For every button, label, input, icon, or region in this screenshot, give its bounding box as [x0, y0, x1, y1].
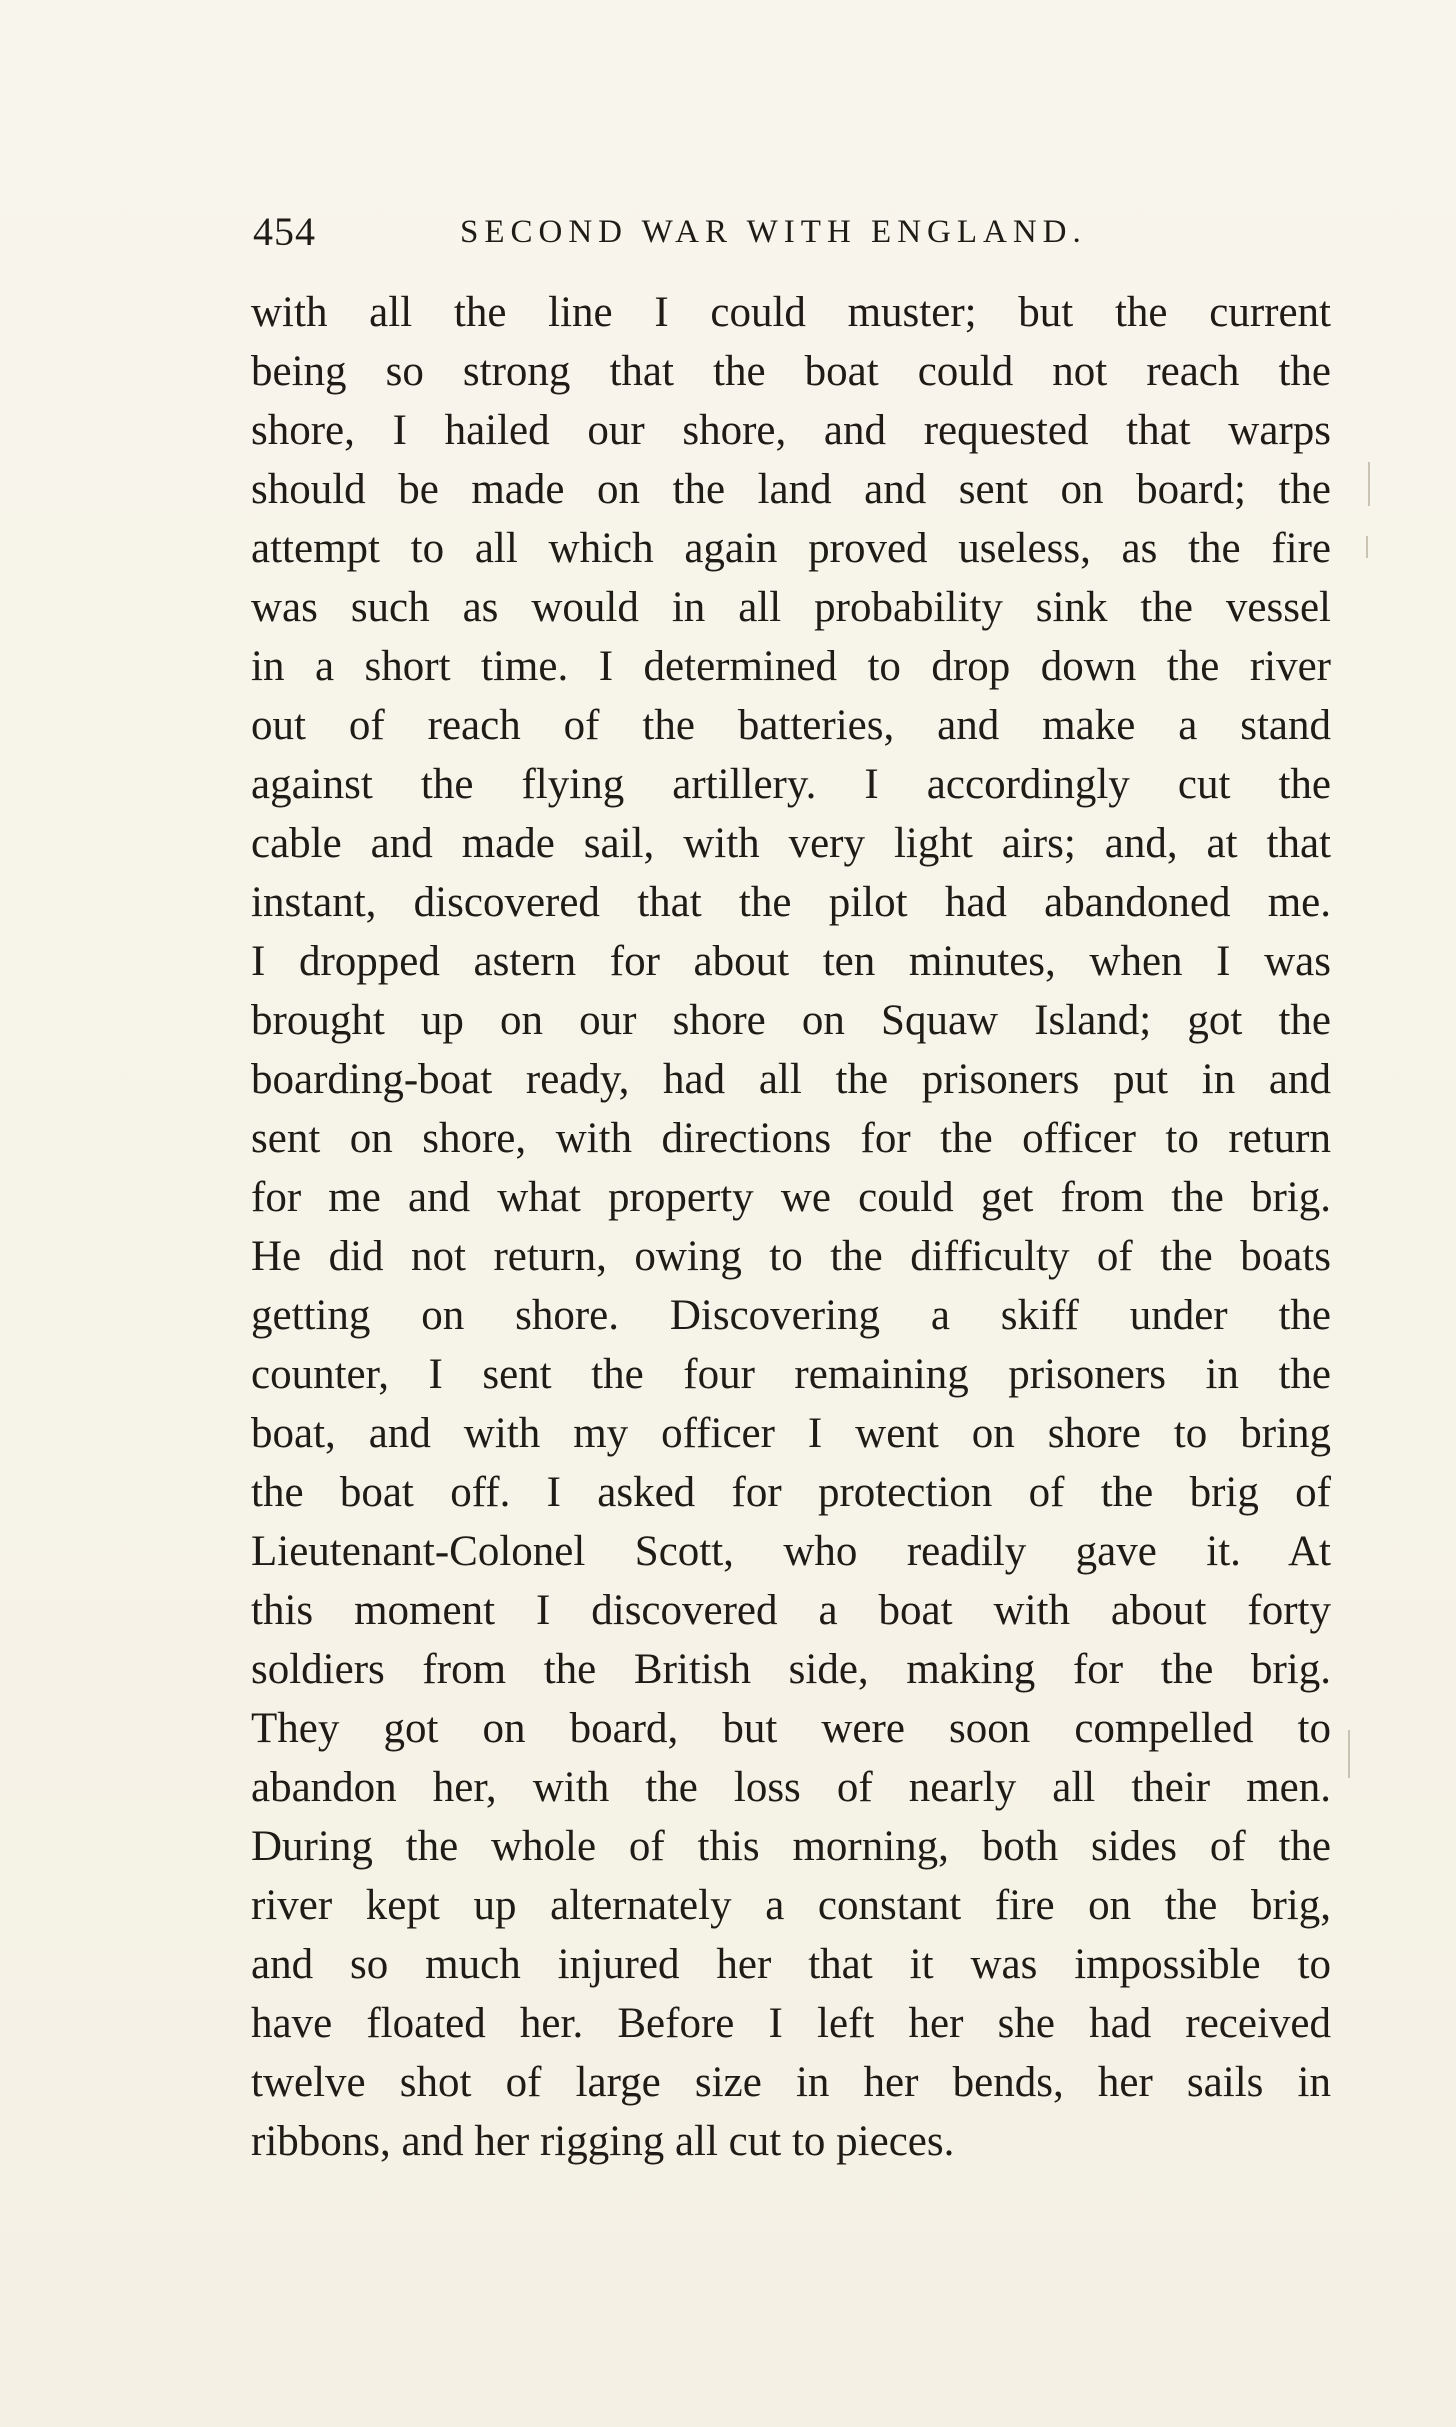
- text-line: was such as would in all probability sink the vessel: [251, 584, 1331, 631]
- text-line: I dropped astern for about ten minutes, when I was: [251, 938, 1331, 985]
- text-line: abandon her, with the loss of nearly all their men.: [251, 1764, 1331, 1811]
- text-line: out of reach of the batteries, and make a stand: [251, 702, 1331, 749]
- text-line: brought up on our shore on Squaw Island; got the: [251, 997, 1331, 1044]
- text-line: with all the line I could muster; but the current: [251, 289, 1331, 336]
- text-line: soldiers from the British side, making for the brig.: [251, 1646, 1331, 1693]
- text-line: have floated her. Before I left her she had received: [251, 2000, 1331, 2047]
- running-head: [253, 207, 1333, 257]
- text-line: They got on board, but were soon compelled to: [251, 1705, 1331, 1752]
- text-line: and so much injured her that it was impossible to: [251, 1941, 1331, 1988]
- text-line: the boat off. I asked for protection of the brig of: [251, 1469, 1331, 1516]
- page-number: 454: [253, 209, 316, 254]
- margin-mark: [1348, 1730, 1350, 1778]
- text-line: sent on shore, with directions for the officer to return: [251, 1115, 1331, 1162]
- text-line: During the whole of this morning, both sides of the: [251, 1823, 1331, 1870]
- text-line: cable and made sail, with very light airs; and, at that: [251, 820, 1331, 867]
- text-line: Lieutenant-Colonel Scott, who readily gave it. At: [251, 1528, 1331, 1575]
- margin-mark: [1368, 462, 1370, 506]
- text-line: river kept up alternately a constant fire on the brig,: [251, 1882, 1331, 1929]
- text-line: boat, and with my officer I went on shore to bring: [251, 1410, 1331, 1457]
- text-line: He did not return, owing to the difficulty of the boats: [251, 1233, 1331, 1280]
- running-title: SECOND WAR WITH ENGLAND.: [460, 214, 1087, 250]
- text-line: boarding-boat ready, had all the prisoners put in and: [251, 1056, 1331, 1103]
- text-line: in a short time. I determined to drop down the river: [251, 643, 1331, 690]
- text-line: should be made on the land and sent on board; the: [251, 466, 1331, 513]
- text-line: being so strong that the boat could not reach the: [251, 348, 1331, 395]
- text-line: ribbons, and her rigging all cut to pieces.: [251, 2118, 955, 2165]
- text-line: attempt to all which again proved useless, as the fire: [251, 525, 1331, 572]
- text-line: against the flying artillery. I accordingly cut the: [251, 761, 1331, 808]
- text-line: getting on shore. Discovering a skiff under the: [251, 1292, 1331, 1339]
- text-line: counter, I sent the four remaining prisoners in the: [251, 1351, 1331, 1398]
- text-line: for me and what property we could get from the brig.: [251, 1174, 1331, 1221]
- body-text: [251, 283, 1331, 2171]
- text-line: this moment I discovered a boat with about forty: [251, 1587, 1331, 1634]
- text-line: shore, I hailed our shore, and requested that warps: [251, 407, 1331, 454]
- text-line: twelve shot of large size in her bends, her sails in: [251, 2059, 1331, 2106]
- margin-mark: [1366, 536, 1368, 558]
- text-line: instant, discovered that the pilot had abandoned me.: [251, 879, 1331, 926]
